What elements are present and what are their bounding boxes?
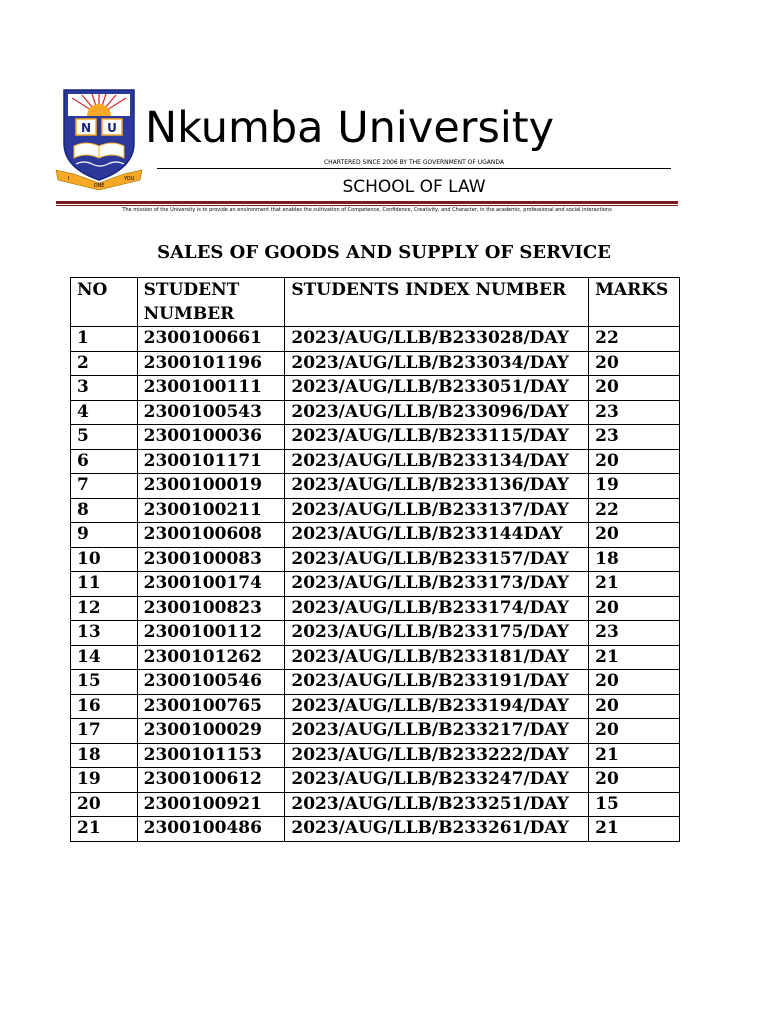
table-row bbox=[71, 621, 680, 646]
mission-statement: The mission of the University is to provide an environment that enables the cultivation of Competence, Confidence, Creativity, and Character, in the academic, professional and social interactions bbox=[122, 207, 612, 213]
svg-text:ONE: ONE bbox=[93, 183, 105, 189]
cell-no: 11 bbox=[71, 572, 138, 597]
cell-student-number: 2300100486 bbox=[137, 817, 285, 842]
results-table bbox=[70, 277, 680, 842]
cell-index-number: 2023/AUG/LLB/B233191/DAY bbox=[285, 670, 589, 695]
cell-student-number: 2300100111 bbox=[137, 376, 285, 401]
cell-index-number: 2023/AUG/LLB/B233137/DAY bbox=[285, 498, 589, 523]
cell-index-number: 2023/AUG/LLB/B233247/DAY bbox=[285, 768, 589, 793]
cell-marks: 21 bbox=[589, 817, 680, 842]
table-row bbox=[71, 596, 680, 621]
cell-marks: 23 bbox=[589, 621, 680, 646]
table-row bbox=[71, 425, 680, 450]
cell-student-number: 2300100661 bbox=[137, 327, 285, 352]
cell-no: 4 bbox=[71, 400, 138, 425]
cell-index-number: 2023/AUG/LLB/B233251/DAY bbox=[285, 792, 589, 817]
cell-index-number: 2023/AUG/LLB/B233136/DAY bbox=[285, 474, 589, 499]
cell-no: 12 bbox=[71, 596, 138, 621]
cell-index-number: 2023/AUG/LLB/B233157/DAY bbox=[285, 547, 589, 572]
table-row bbox=[71, 327, 680, 352]
table-row bbox=[71, 817, 680, 842]
svg-text:I: I bbox=[68, 176, 70, 182]
chartered-statement: CHARTERED SINCE 2006 BY THE GOVERNMENT OF UGANDA bbox=[323, 159, 505, 166]
cell-marks: 20 bbox=[589, 596, 680, 621]
cell-no: 7 bbox=[71, 474, 138, 499]
cell-index-number: 2023/AUG/LLB/B233175/DAY bbox=[285, 621, 589, 646]
table-row bbox=[71, 523, 680, 548]
cell-student-number: 2300100083 bbox=[137, 547, 285, 572]
table-row bbox=[71, 400, 680, 425]
cell-student-number: 2300100823 bbox=[137, 596, 285, 621]
cell-index-number: 2023/AUG/LLB/B233051/DAY bbox=[285, 376, 589, 401]
cell-marks: 20 bbox=[589, 670, 680, 695]
cell-no: 20 bbox=[71, 792, 138, 817]
table-row bbox=[71, 376, 680, 401]
table-row bbox=[71, 743, 680, 768]
cell-index-number: 2023/AUG/LLB/B233115/DAY bbox=[285, 425, 589, 450]
svg-text:N: N bbox=[80, 121, 92, 135]
table-row bbox=[71, 474, 680, 499]
cell-no: 14 bbox=[71, 645, 138, 670]
cell-marks: 21 bbox=[589, 743, 680, 768]
cell-index-number: 2023/AUG/LLB/B233181/DAY bbox=[285, 645, 589, 670]
cell-marks: 15 bbox=[589, 792, 680, 817]
svg-text:YOU: YOU bbox=[124, 176, 135, 182]
svg-text:U: U bbox=[107, 121, 117, 135]
cell-student-number: 2300101153 bbox=[137, 743, 285, 768]
cell-index-number: 2023/AUG/LLB/B233173/DAY bbox=[285, 572, 589, 597]
header-student-number: STUDENT NUMBER bbox=[137, 278, 285, 327]
header-band-thick bbox=[56, 201, 678, 204]
cell-student-number: 2300100765 bbox=[137, 694, 285, 719]
cell-student-number: 2300100036 bbox=[137, 425, 285, 450]
cell-marks: 22 bbox=[589, 327, 680, 352]
cell-index-number: 2023/AUG/LLB/B233217/DAY bbox=[285, 719, 589, 744]
header-band-thin bbox=[56, 205, 678, 206]
cell-marks: 20 bbox=[589, 694, 680, 719]
cell-index-number: 2023/AUG/LLB/B233174/DAY bbox=[285, 596, 589, 621]
cell-no: 13 bbox=[71, 621, 138, 646]
table-row bbox=[71, 768, 680, 793]
cell-no: 17 bbox=[71, 719, 138, 744]
cell-index-number: 2023/AUG/LLB/B233144DAY bbox=[285, 523, 589, 548]
cell-index-number: 2023/AUG/LLB/B233222/DAY bbox=[285, 743, 589, 768]
cell-index-number: 2023/AUG/LLB/B233194/DAY bbox=[285, 694, 589, 719]
cell-marks: 20 bbox=[589, 768, 680, 793]
table-header-row bbox=[71, 278, 680, 327]
cell-marks: 23 bbox=[589, 425, 680, 450]
cell-no: 5 bbox=[71, 425, 138, 450]
cell-index-number: 2023/AUG/LLB/B233134/DAY bbox=[285, 449, 589, 474]
cell-student-number: 2300100543 bbox=[137, 400, 285, 425]
cell-marks: 22 bbox=[589, 498, 680, 523]
cell-student-number: 2300100612 bbox=[137, 768, 285, 793]
cell-no: 15 bbox=[71, 670, 138, 695]
cell-no: 3 bbox=[71, 376, 138, 401]
table-row bbox=[71, 792, 680, 817]
table-row bbox=[71, 694, 680, 719]
cell-index-number: 2023/AUG/LLB/B233096/DAY bbox=[285, 400, 589, 425]
cell-no: 2 bbox=[71, 351, 138, 376]
cell-marks: 21 bbox=[589, 645, 680, 670]
school-name: SCHOOL OF LAW bbox=[342, 177, 486, 197]
cell-no: 19 bbox=[71, 768, 138, 793]
table-row bbox=[71, 449, 680, 474]
table-row bbox=[71, 498, 680, 523]
cell-no: 10 bbox=[71, 547, 138, 572]
cell-student-number: 2300100921 bbox=[137, 792, 285, 817]
cell-no: 16 bbox=[71, 694, 138, 719]
header-rule bbox=[157, 168, 671, 169]
table-row bbox=[71, 547, 680, 572]
cell-no: 9 bbox=[71, 523, 138, 548]
cell-student-number: 2300101171 bbox=[137, 449, 285, 474]
cell-no: 18 bbox=[71, 743, 138, 768]
university-crest-logo bbox=[54, 88, 144, 190]
table-row bbox=[71, 670, 680, 695]
cell-marks: 19 bbox=[589, 474, 680, 499]
cell-student-number: 2300100211 bbox=[137, 498, 285, 523]
cell-no: 1 bbox=[71, 327, 138, 352]
cell-marks: 21 bbox=[589, 572, 680, 597]
table-row bbox=[71, 351, 680, 376]
cell-marks: 23 bbox=[589, 400, 680, 425]
cell-marks: 18 bbox=[589, 547, 680, 572]
cell-student-number: 2300101196 bbox=[137, 351, 285, 376]
cell-marks: 20 bbox=[589, 523, 680, 548]
header-marks: MARKS bbox=[589, 278, 680, 327]
cell-marks: 20 bbox=[589, 376, 680, 401]
document-title: SALES OF GOODS AND SUPPLY OF SERVICE bbox=[157, 242, 611, 263]
cell-student-number: 2300100174 bbox=[137, 572, 285, 597]
cell-student-number: 2300100019 bbox=[137, 474, 285, 499]
cell-marks: 20 bbox=[589, 449, 680, 474]
cell-no: 21 bbox=[71, 817, 138, 842]
table-row bbox=[71, 719, 680, 744]
cell-index-number: 2023/AUG/LLB/B233261/DAY bbox=[285, 817, 589, 842]
cell-no: 6 bbox=[71, 449, 138, 474]
cell-no: 8 bbox=[71, 498, 138, 523]
cell-student-number: 2300101262 bbox=[137, 645, 285, 670]
cell-student-number: 2300100112 bbox=[137, 621, 285, 646]
cell-marks: 20 bbox=[589, 719, 680, 744]
header-no: NO bbox=[71, 278, 138, 327]
cell-marks: 20 bbox=[589, 351, 680, 376]
cell-student-number: 2300100546 bbox=[137, 670, 285, 695]
cell-index-number: 2023/AUG/LLB/B233028/DAY bbox=[285, 327, 589, 352]
cell-index-number: 2023/AUG/LLB/B233034/DAY bbox=[285, 351, 589, 376]
table-row bbox=[71, 645, 680, 670]
table-row bbox=[71, 572, 680, 597]
university-name: Nkumba University bbox=[145, 103, 555, 153]
cell-student-number: 2300100029 bbox=[137, 719, 285, 744]
cell-student-number: 2300100608 bbox=[137, 523, 285, 548]
header-index-number: STUDENTS INDEX NUMBER bbox=[285, 278, 589, 327]
